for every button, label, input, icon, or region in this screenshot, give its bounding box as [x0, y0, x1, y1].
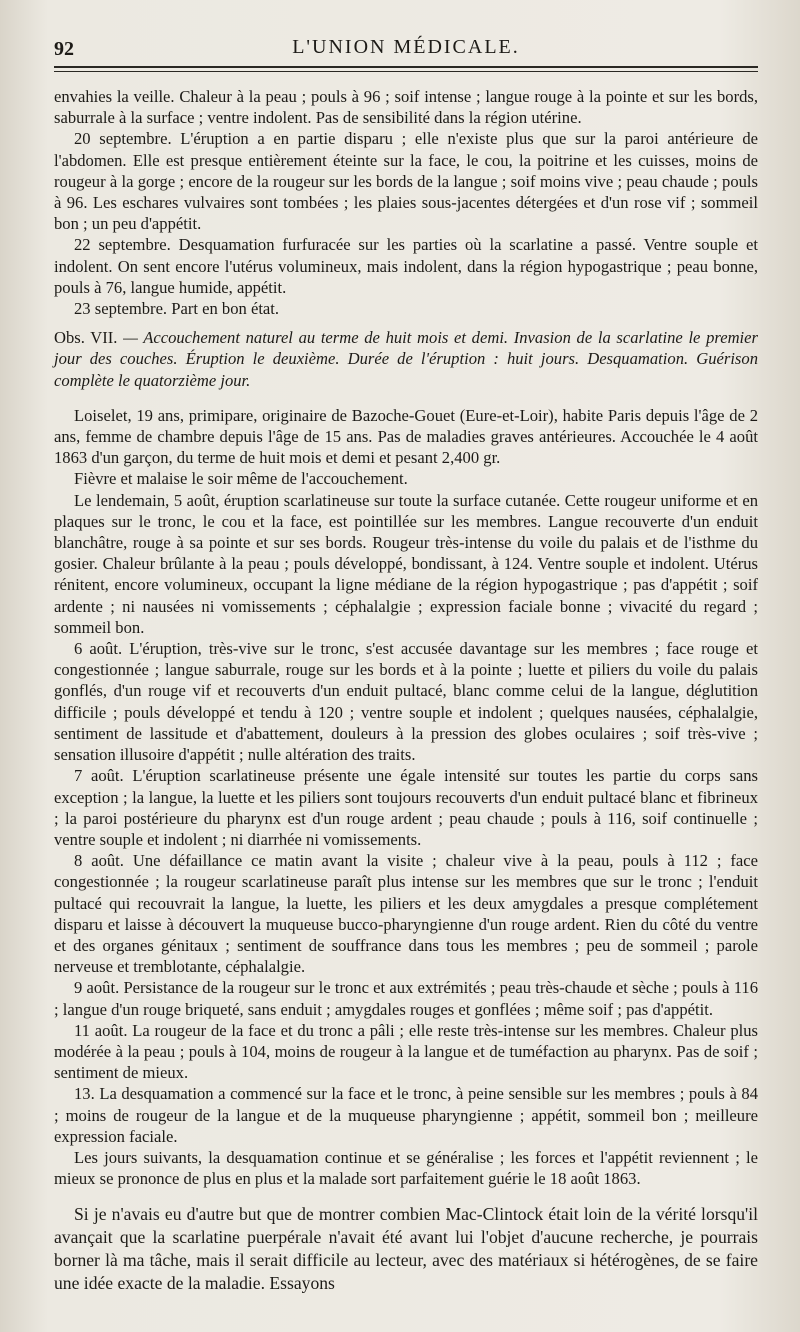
case-paragraph: 9 août. Persistance de la rougeur sur le tronc et aux extrémités ; peau très-chaude et sèche ; pouls à 116 ; langue d'un rouge briqueté, sans enduit ; amygdales rouges et gonflées ; même soif ; pas d'appétit.: [54, 978, 758, 1019]
paragraph: 20 septembre. L'éruption a en partie disparu ; elle n'existe plus que sur la paroi antérieure de l'abdomen. Elle est presque entièrement éteinte sur la face, le cou, la poitrine et les cuisses, moins de rougeur à la gorge ; encore de la rougeur sur les bords de la langue ; soif moins vive ; peau chaude ; pouls à 96. Les eschares vulvaires sont tombées ; les plaies sous-jacentes détergées et d'un rose vif ; sommeil bon ; un peu d'appétit.: [54, 129, 758, 234]
closing-paragraph: Si je n'avais eu d'autre but que de montrer combien Mac-Clintock était loin de la vérité lorsqu'il avançait que la scarlatine puerpérale n'avait été avant lui l'objet d'aucune recherche, je pourrais borner là ma tâche, mais il serait difficile au lecteur, avec des matériaux si hétérogènes, de se faire une idée exacte de la maladie. Essayons: [54, 1204, 758, 1294]
case-paragraph: Fièvre et malaise le soir même de l'accouchement.: [74, 469, 408, 489]
page-body: [54, 86, 758, 1295]
paragraph: envahies la veille. Chaleur à la peau ; pouls à 96 ; soif intense ; langue rouge à la pointe et sur les bords, saburrale à la surface ; ventre indolent. Pas de sensibilité dans la région utérine.: [54, 87, 758, 128]
case-paragraph: 11 août. La rougeur de la face et du tronc a pâli ; elle reste très-intense sur les membres. Chaleur plus modérée à la peau ; pouls à 104, moins de rougeur à la langue et de tuméfaction au pharynx. Pas de soif ; sentiment de mieux.: [54, 1020, 758, 1083]
observation-summary: — Accouchement naturel au terme de huit mois et demi. Invasion de la scarlatine le premier jour des couches. Éruption le deuxième. Durée de l'éruption : huit jours. Desquamation. Guérison complète le quatorzième jour.: [54, 328, 758, 390]
header-rule-thin: [54, 71, 758, 72]
observation-label: Obs. VII.: [54, 328, 118, 348]
page-header: [54, 30, 758, 64]
case-paragraph: 7 août. L'éruption scarlatineuse présente une égale intensité sur toutes les partie du corps sans exception ; la langue, la luette et les piliers sont toujours recouverts d'un enduit pultacé blanc et fibrineux ; la paroi postérieure du pharynx est d'un rouge ardent ; peau chaude ; pouls à 116, soif continuelle ; ventre souple et indolent ; ni diarrhée ni vomissements.: [54, 766, 758, 849]
case-paragraph: 8 août. Une défaillance ce matin avant la visite ; chaleur vive à la peau, pouls à 112 ; face congestionnée ; la rougeur scarlatineuse paraît plus intense sur les membres que sur le tronc ; l'enduit pultacé qui recouvrait la langue, la luette, les piliers et les deux amygdales a presque complétement disparu et laisse à découvert la muqueuse bucco-pharyngienne d'un rouge ardent. Rien du côté du ventre et des organes génitaux ; sentiment de souffrance dans tous les membres ; peu de sommeil ; parole nerveuse et tremblotante, céphalalgie.: [54, 851, 758, 977]
case-paragraph: Le lendemain, 5 août, éruption scarlatineuse sur toute la surface cutanée. Cette rougeur uniforme et en plaques sur le tronc, le cou et la face, est pointillée sur les membres. Langue recouverte d'un enduit blanchâtre, rouge à sa pointe et sur ses bords. Rougeur très-intense du voile du palais et de l'isthme du gosier. Chaleur brûlante à la peau ; pouls développé, bondissant, à 124. Ventre souple et indolent. Utérus rénitent, encore volumineux, occupant la ligne médiane de la région hypogastrique ; pas d'appétit ; soif ardente ; ni nausées ni vomissements ; céphalalgie ; expression faciale bonne ; vivacité du regard ; sommeil bon.: [54, 490, 758, 637]
observation-heading: [54, 327, 758, 391]
case-paragraph: 6 août. L'éruption, très-vive sur le tronc, s'est accusée davantage sur les membres ; face rouge et congestionnée ; langue saburrale, rouge sur les bords et à la pointe ; luette et piliers du voile du palais gonflés, d'un rouge vif et recouverts d'un enduit pultacé, blanc comme celui de la langue, déglutition difficile ; pouls développé et tendu à 120 ; ventre souple et indolent ; quelques nausées, céphalalgie, sentiment de lassitude et d'abattement, douleurs à la pression des globes oculaires ; soif très-vive ; sensation illusoire d'appétit ; nulle altération des traits.: [54, 639, 758, 765]
case-paragraph: 13. La desquamation a commencé sur la face et le tronc, à peine sensible sur les membres ; pouls à 84 ; moins de rougeur de la langue et de la muqueuse pharyngienne ; appétit, sommeil bon ; meilleure expression faciale.: [54, 1084, 758, 1146]
paragraph: 23 septembre. Part en bon état.: [74, 299, 280, 319]
header-rule: [54, 66, 758, 68]
paragraph: 22 septembre. Desquamation furfuracée sur les parties où la scarlatine a passé. Ventre souple et indolent. On sent encore l'utérus volumineux, mais indolent, dans la région hypogastrique ; peau bonne, pouls à 76, langue humide, appétit.: [54, 235, 758, 297]
case-paragraph: Les jours suivants, la desquamation continue et se généralise ; les forces et l'appétit reviennent ; le mieux se prononce de plus en plus et la malade sort parfaitement guérie le 18 août 1863.: [54, 1147, 758, 1189]
page-number: 92: [54, 38, 74, 60]
case-paragraph: Loiselet, 19 ans, primipare, originaire de Bazoche-Gouet (Eure-et-Loir), habite Paris depuis l'âge de 2 ans, femme de chambre depuis l'âge de 15 ans. Pas de maladies graves antérieures. Accouchée le 4 août 1863 d'un garçon, du terme de huit mois et demi et pesant 2,400 gr.: [54, 405, 758, 468]
running-title: L'UNION MÉDICALE.: [292, 36, 520, 58]
